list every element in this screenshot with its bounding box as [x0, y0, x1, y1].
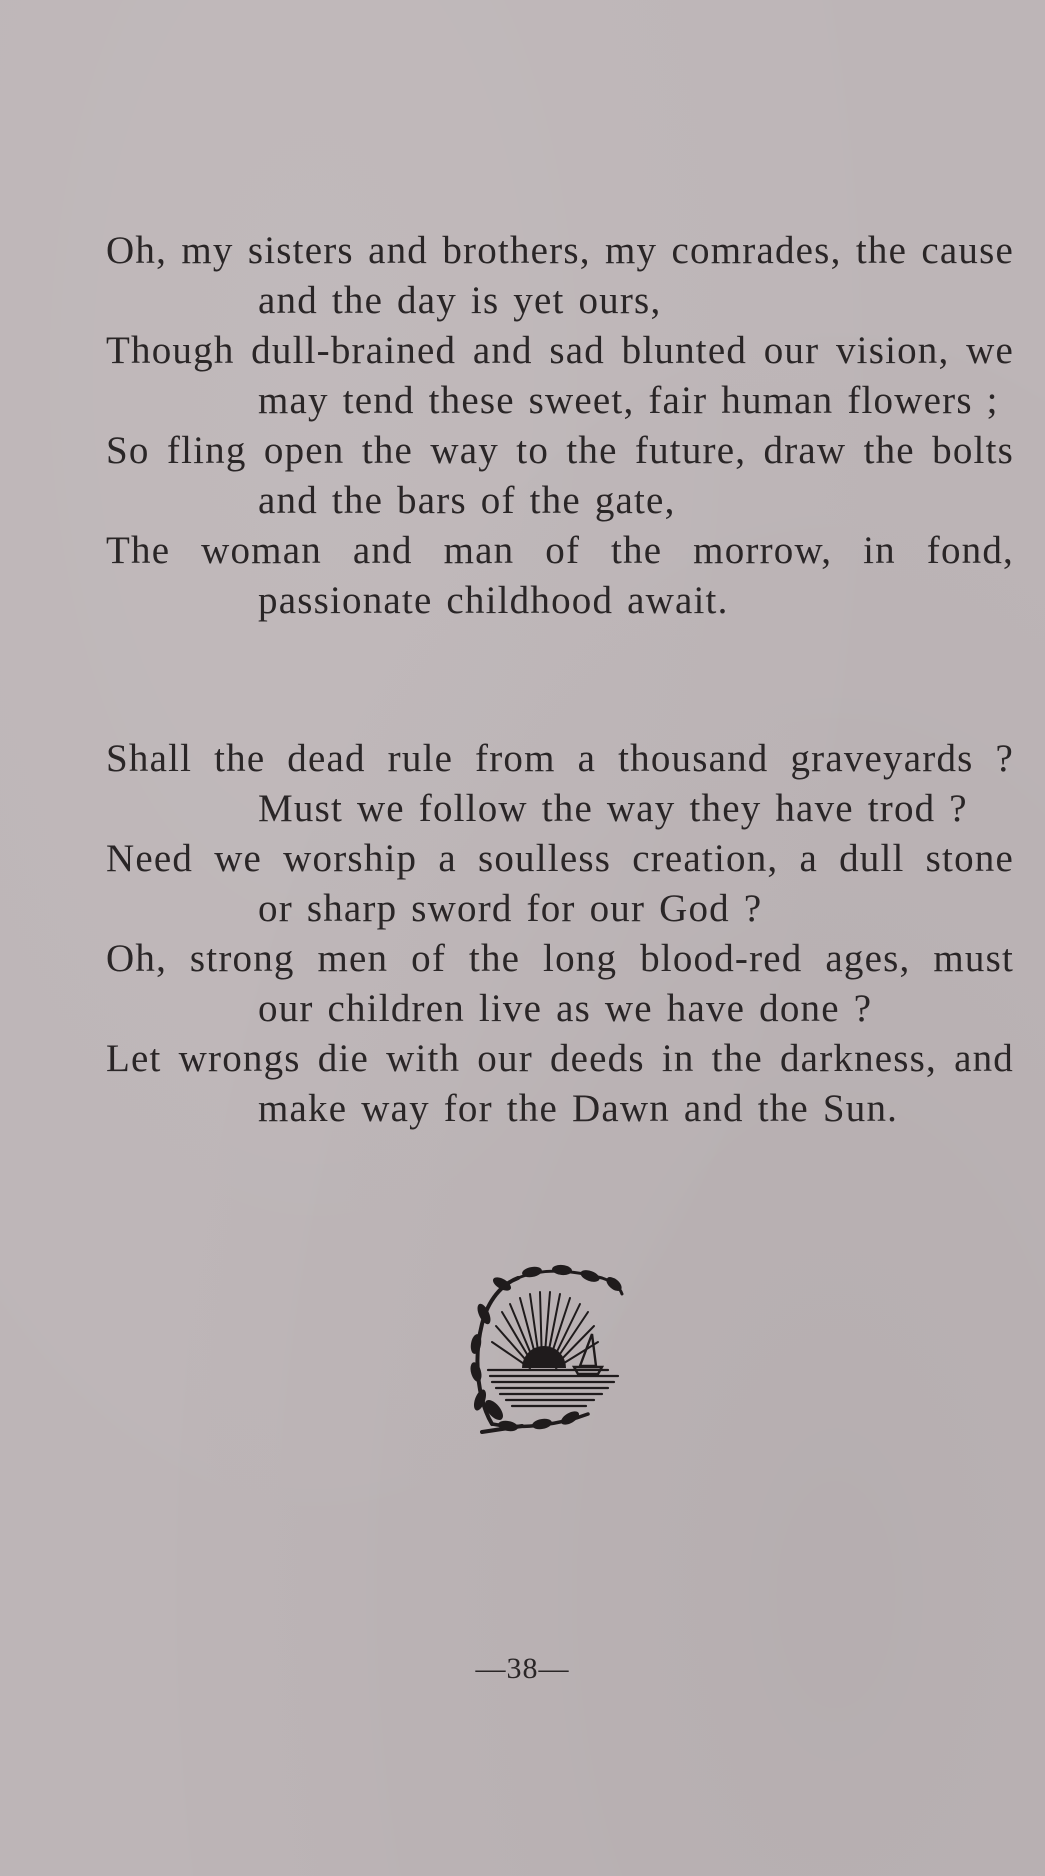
- verse-line-continuation: passionate childhood await.: [258, 579, 729, 622]
- verse-line: Oh, my sisters and brothers, my comrades, the cause: [106, 229, 1014, 272]
- verse-line: Though dull-brained and sad blunted our vision, we: [106, 329, 1014, 372]
- verse-line-continuation: and the day is yet ours,: [258, 279, 662, 322]
- verse-line: Need we worship a soulless creation, a dull stone: [106, 837, 1014, 880]
- poem-stanza-2: [106, 734, 1014, 1134]
- verse-line: Shall the dead rule from a thousand graveyards ?: [106, 737, 1014, 780]
- verse-line: The woman and man of the morrow, in fond,: [106, 529, 1014, 572]
- verse-line: So fling open the way to the future, draw the bolts: [106, 429, 1014, 472]
- verse-line-continuation: Must we follow the way they have trod ?: [258, 787, 968, 830]
- verse-line-continuation: and the bars of the gate,: [258, 479, 676, 522]
- verse-line-continuation: may tend these sweet, fair human flowers ;: [258, 379, 999, 422]
- verse-line-continuation: or sharp sword for our God ?: [258, 887, 763, 930]
- poem-stanza-1: [106, 226, 1014, 626]
- page-number: —38—: [475, 1652, 570, 1685]
- rising-sun-vignette-icon: [462, 1254, 648, 1440]
- verse-line-continuation: our children live as we have done ?: [258, 987, 873, 1030]
- verse-line-continuation: make way for the Dawn and the Sun.: [258, 1087, 899, 1130]
- verse-line: Oh, strong men of the long blood-red ages, must: [106, 937, 1014, 980]
- verse-line: Let wrongs die with our deeds in the darkness, and: [106, 1037, 1014, 1080]
